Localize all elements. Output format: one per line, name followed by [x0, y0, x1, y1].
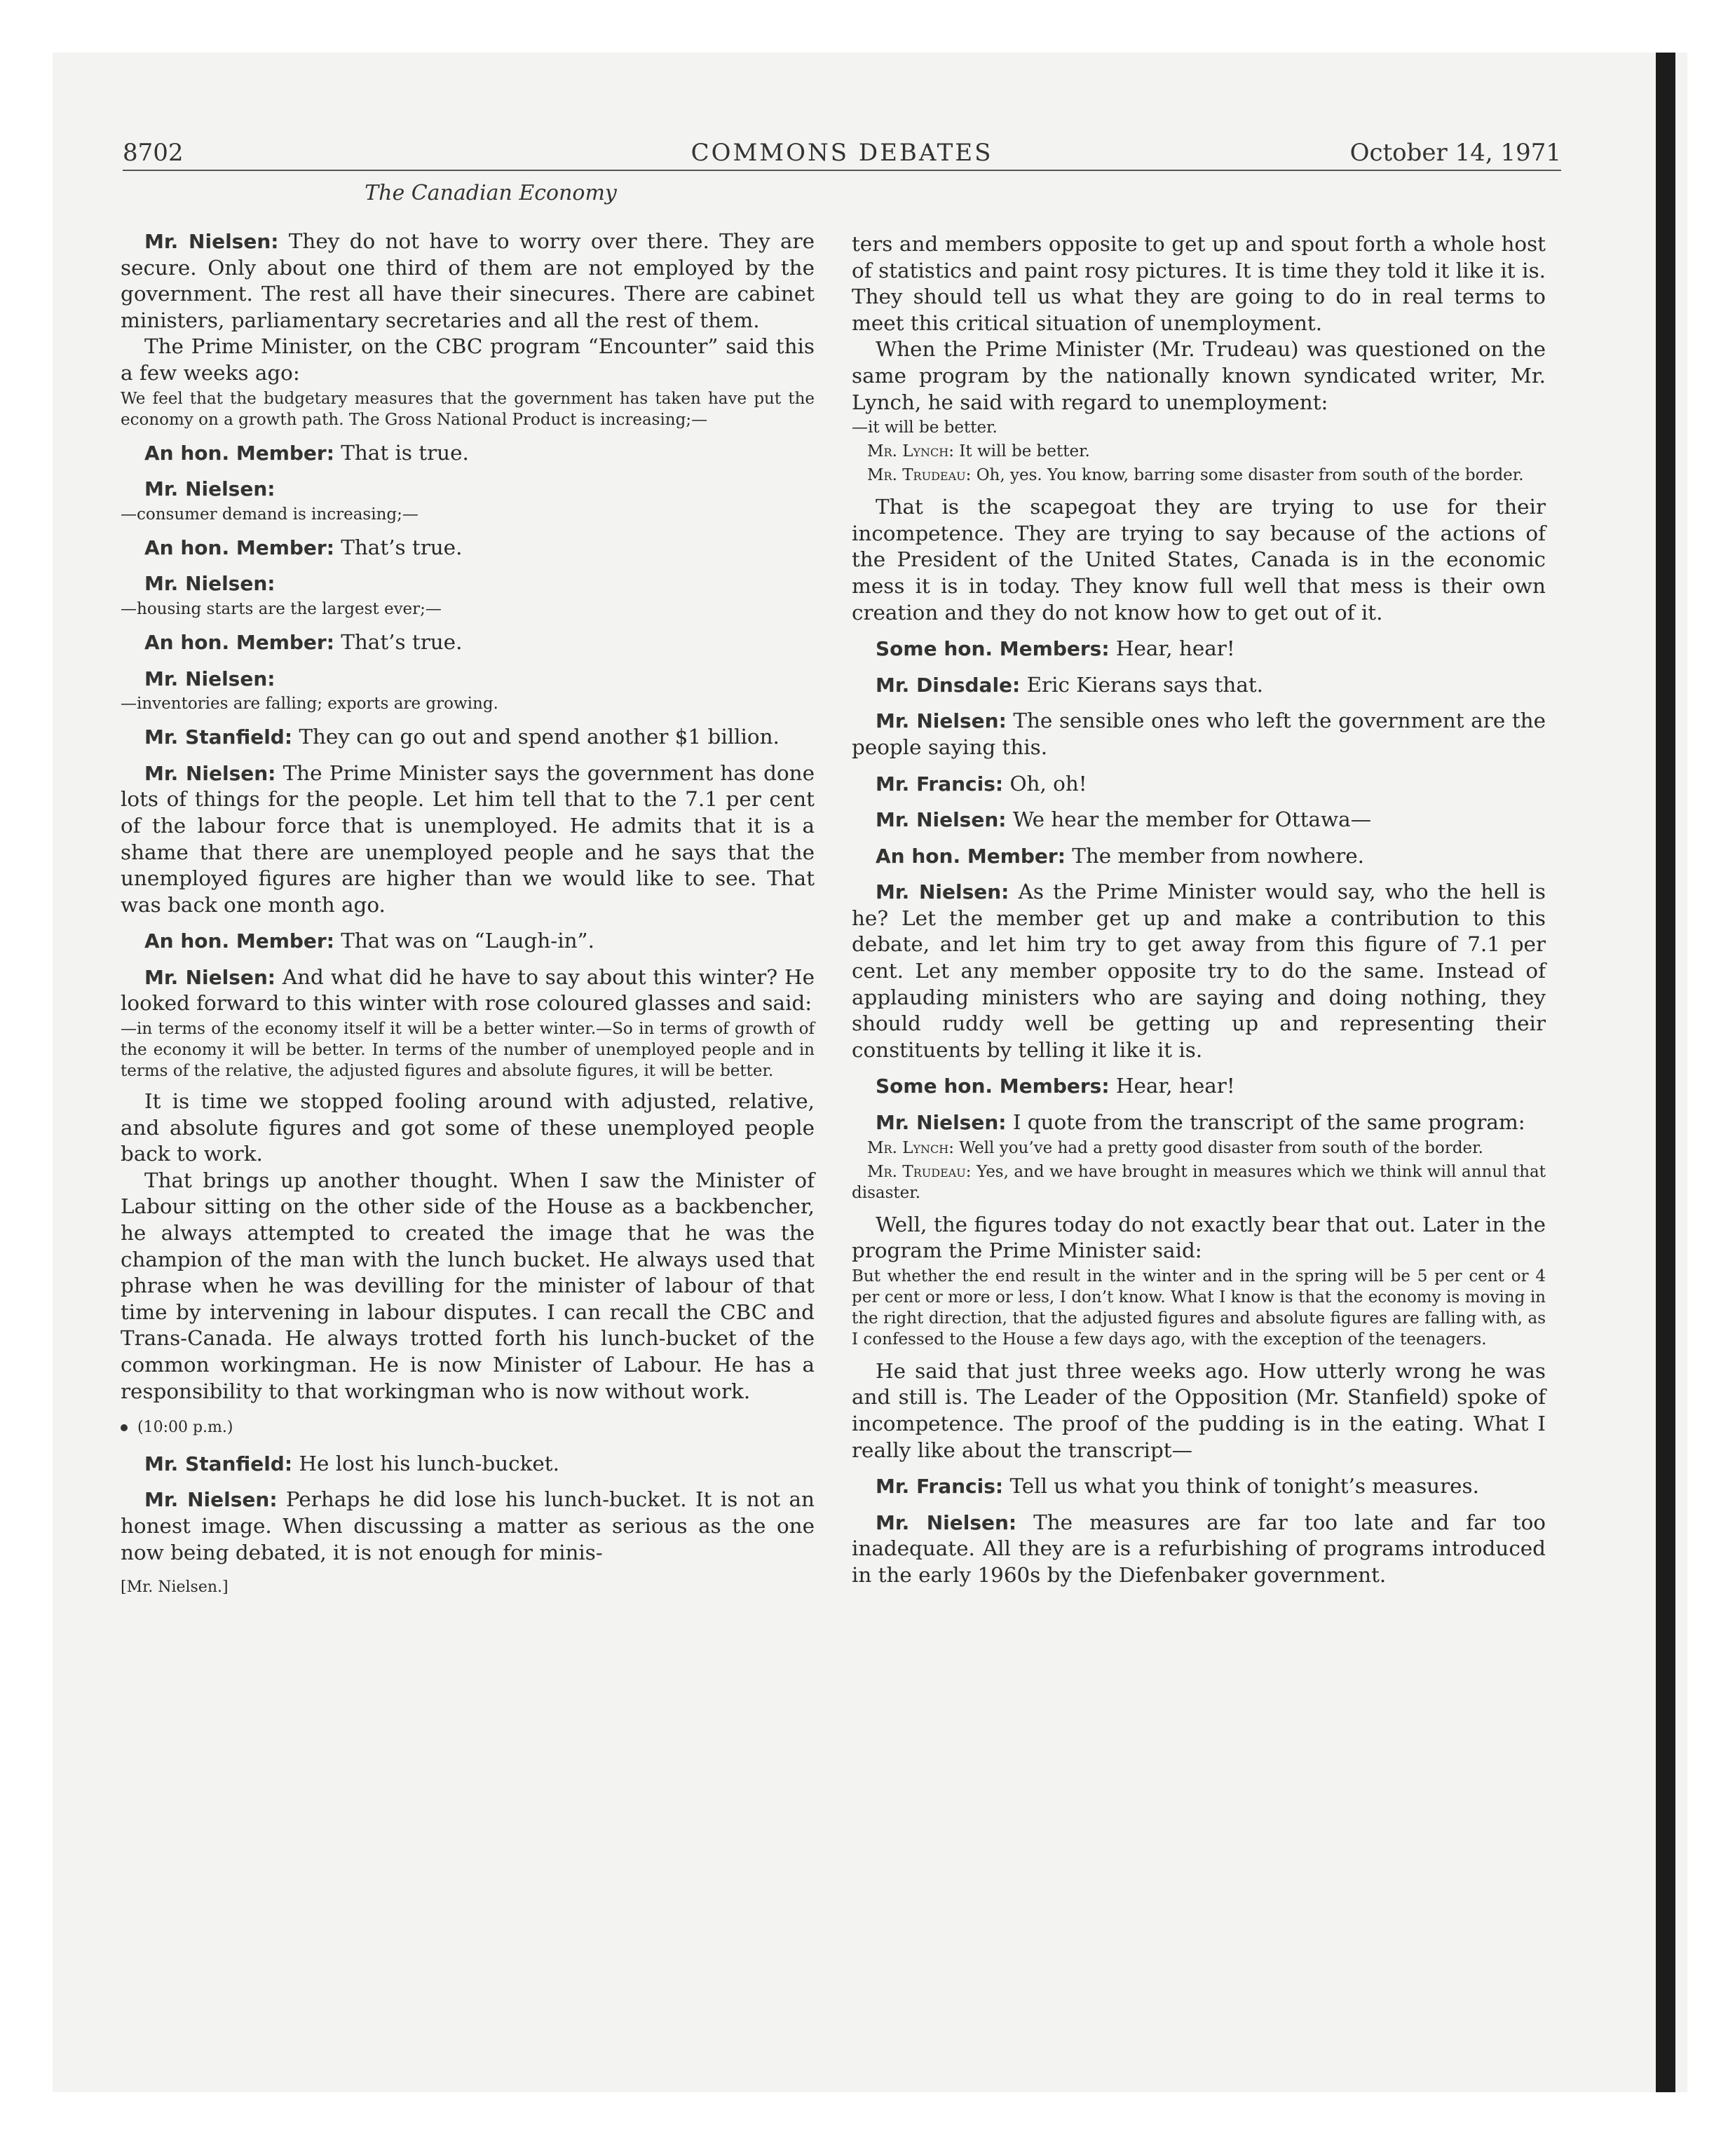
quoted-text: It will be better. — [954, 442, 1090, 461]
speaker-name: Mr. Francis: — [876, 772, 1004, 796]
paragraph: It is time we stopped fooling around with adjusted, relative, and absolute figures and got some of these unemployed people back to work. — [121, 1089, 815, 1166]
publication-date: October 14, 1971 — [1349, 139, 1561, 167]
footnote: [Mr. Nielsen.] — [121, 1578, 229, 1597]
speaker-name: Mr. Nielsen: — [144, 965, 275, 989]
speech-block — [852, 1073, 1546, 1100]
block-quote: —inventories are falling; exports are growing. — [121, 695, 498, 714]
speech-block — [852, 636, 1546, 662]
speaker-name: Mr. Dinsdale: — [876, 673, 1021, 697]
speech-block — [121, 1487, 815, 1566]
speaker-name: Mr. Nielsen: — [876, 709, 1007, 733]
speech-text: The measures are far too late and far too inadequate. All they are is a refurbishing of programs introduced in the early 1960s by the Diefenbaker government. — [852, 1510, 1546, 1587]
speech-block — [852, 1110, 1546, 1136]
speaker-name: An hon. Member: — [144, 929, 334, 953]
timestamp-marker — [121, 1414, 815, 1441]
speech-text: Perhaps he did lose his lunch-bucket. It is not an honest image. When discussing a matter as serious as the one now being debated, it is not enough for minis- — [121, 1487, 815, 1564]
speech-text: Hear, hear! — [1109, 636, 1235, 661]
speech-block — [121, 440, 815, 467]
speaker-name: Mr. Nielsen: — [876, 880, 1009, 904]
speech-text: The Prime Minister says the government has done lots of things for the people. Let him tell that to the 7.1 per cent of the labour force that is unemployed. He admits that it is a shame that there are unemployed people and he says that the unemployed figures are higher than we would like to see. That was back one month ago. — [121, 760, 815, 917]
page-number: 8702 — [123, 139, 184, 167]
speaker-name: Mr. Nielsen: — [144, 1488, 278, 1512]
speaker-name: Mr. Nielsen: — [144, 477, 275, 501]
section-subhead: The Canadian Economy — [365, 181, 617, 205]
timestamp-text: (10:00 p.m.) — [137, 1419, 233, 1437]
right-column — [852, 231, 1546, 1589]
speech-block — [121, 724, 815, 751]
speaker-name: An hon. Member: — [144, 441, 334, 465]
quoted-text: Well you’ve had a pretty good disaster from south of the border. — [954, 1138, 1483, 1157]
block-quote: —consumer demand is increasing;— — [121, 505, 419, 524]
block-quote: —it will be better. — [852, 418, 998, 437]
speech-text: That’s true. — [334, 629, 463, 654]
block-quote: We feel that the budgetary measures that the government has taken have put the economy on a growth path. The Gross National Product is increasing;— — [121, 389, 815, 429]
speech-block — [121, 476, 815, 503]
speech-text: He lost his lunch-bucket. — [292, 1451, 559, 1475]
speaker-name: Mr. Nielsen: — [876, 808, 1007, 832]
speech-block — [852, 1510, 1546, 1589]
page-header — [123, 139, 1561, 171]
speech-block — [121, 928, 815, 955]
speech-block — [121, 535, 815, 561]
speaker-name: Mr. Nielsen: — [876, 1510, 1017, 1534]
speech-text: That’s true. — [334, 535, 463, 559]
speaker-name: Mr. Nielsen: — [144, 667, 275, 690]
paragraph: He said that just three weeks ago. How utterly wrong he was and still is. The Leader of the Opposition (Mr. Stanfield) spoke of incompetence. The proof of the pudding is in the eating. What I really like about the transcript— — [852, 1358, 1546, 1462]
speech-block — [852, 1473, 1546, 1500]
speech-text: Eric Kierans says that. — [1020, 672, 1264, 697]
paragraph: Well, the figures today do not exactly bear that out. Later in the program the Prime Minister said: — [852, 1212, 1546, 1263]
speech-block — [121, 964, 815, 1017]
speech-text: The member from nowhere. — [1065, 843, 1364, 868]
speaker-name: Some hon. Members: — [876, 1074, 1110, 1098]
quoted-speaker: Mr. Trudeau: — [867, 466, 972, 485]
speech-block — [852, 771, 1546, 798]
speech-text: That is true. — [334, 440, 469, 465]
speaker-name: An hon. Member: — [876, 844, 1066, 868]
speaker-name: Mr. Stanfield: — [144, 1452, 293, 1475]
paragraph: The Prime Minister, on the CBC program “Encounter” said this a few weeks ago: — [121, 334, 815, 385]
speech-text: As the Prime Minister would say, who the hell is he? Let the member get up and make a contribution to this debate, and let him try to get away from this figure of 7.1 per cent. Let any member opposite try to do the same. Instead of applauding ministers who are saying and doing nothing, they should ruddy well be getting up and representing their constituents by telling it like it is. — [852, 880, 1546, 1062]
binding-edge — [1656, 53, 1675, 2092]
paragraph: That brings up another thought. When I saw the Minister of Labour sitting on the other side of the House as a backbencher, he always attempted to created the image that he was the champion of the man with the lunch bucket. He always used that phrase when he was devilling for the minister of labour of that time by intervening in labour disputes. I can recall the CBC and Trans-Canada. He always trotted forth his lunch-bucket of the common workingman. He is now Minister of Labour. He has a responsibility to that workingman who is now without work. — [121, 1168, 815, 1403]
speaker-name: Mr. Stanfield: — [144, 725, 293, 749]
quoted-exchange — [852, 1161, 1546, 1203]
quoted-speaker: Mr. Lynch: — [867, 1138, 954, 1157]
speaker-name: Mr. Nielsen: — [876, 1111, 1007, 1135]
publication-title: COMMONS DEBATES — [690, 139, 993, 167]
speaker-name: Some hon. Members: — [876, 637, 1110, 661]
speaker-name: An hon. Member: — [144, 630, 334, 654]
block-quote: —in terms of the economy itself it will be a better winter.—So in terms of growth of the economy it will be better. In terms of the number of unemployed people and in terms of the relative, the adjusted figures and absolute figures, it will be better. — [121, 1020, 815, 1081]
speech-text: And what did he have to say about this winter? He looked forward to this winter with rose coloured glasses and said: — [121, 964, 815, 1016]
quoted-text: Oh, yes. You know, barring some disaster from south of the border. — [971, 466, 1524, 485]
speaker-name: An hon. Member: — [144, 535, 334, 559]
quoted-speaker: Mr. Trudeau: — [867, 1162, 972, 1181]
speech-text: That was on “Laugh-in”. — [334, 929, 594, 953]
speech-text: The sensible ones who left the government are the people saying this. — [852, 709, 1546, 759]
speaker-name: Mr. Nielsen: — [144, 572, 275, 596]
speech-block — [852, 708, 1546, 760]
speech-block — [852, 672, 1546, 699]
quoted-exchange — [852, 465, 1546, 486]
speaker-name: Mr. Nielsen: — [144, 761, 276, 785]
speech-text: They can go out and spend another $1 billion. — [292, 725, 780, 749]
quoted-exchange — [852, 441, 1546, 462]
paragraph: When the Prime Minister (Mr. Trudeau) was questioned on the same program by the nationally known syndicated writer, Mr. Lynch, he said with regard to unemployment: — [852, 337, 1546, 414]
speech-text: They do not have to worry over there. They are secure. Only about one third of them are not employed by the government. The rest all have their sinecures. There are cabinet ministers, parliamentary secretaries and all the rest of them. — [121, 229, 815, 332]
speech-block — [121, 1451, 815, 1478]
quoted-text: Yes, and we have brought in measures which we think will annul that disaster. — [852, 1162, 1546, 1202]
speech-text: Tell us what you think of tonight’s measures. — [1003, 1474, 1479, 1499]
bullet-icon — [121, 1424, 128, 1431]
quoted-exchange — [852, 1138, 1546, 1159]
speaker-name: Mr. Nielsen: — [144, 230, 279, 253]
block-quote: But whether the end result in the winter and in the spring will be 5 per cent or 4 per cent or more or less, I don’t know. What I know is that the economy is moving in the right direction, that the adjusted figures and absolute figures are falling with, as I confessed to the House a few days ago, with the exception of the teenagers. — [852, 1267, 1546, 1349]
speech-block — [852, 807, 1546, 833]
speech-text: Oh, oh! — [1003, 771, 1087, 796]
speech-block — [121, 760, 815, 919]
speech-block — [121, 666, 815, 692]
left-column — [121, 228, 815, 1601]
speech-text: I quote from the transcript of the same program: — [1006, 1110, 1525, 1135]
speech-block — [852, 843, 1546, 870]
speaker-name: Mr. Francis: — [876, 1475, 1004, 1499]
speech-text: Hear, hear! — [1109, 1074, 1235, 1098]
speech-block — [121, 571, 815, 597]
paragraph: That is the scapegoat they are trying to use for their incompetence. They are trying to say because of the actions of the President of the United States, Canada is in the economic mess it is in today. They know full well that mess is their own creation and they do not know how to get out of it. — [852, 495, 1546, 625]
quoted-speaker: Mr. Lynch: — [867, 442, 954, 461]
speech-block — [121, 629, 815, 656]
speech-block — [852, 879, 1546, 1063]
block-quote: —housing starts are the largest ever;— — [121, 599, 442, 618]
paragraph: ters and members opposite to get up and spout forth a whole host of statistics and paint rosy pictures. It is time they told it like it is. They should tell us what they are going to do in real terms to meet this critical situation of unemployment. — [852, 232, 1546, 335]
speech-text: We hear the member for Ottawa— — [1006, 807, 1372, 832]
speech-block — [121, 228, 815, 334]
